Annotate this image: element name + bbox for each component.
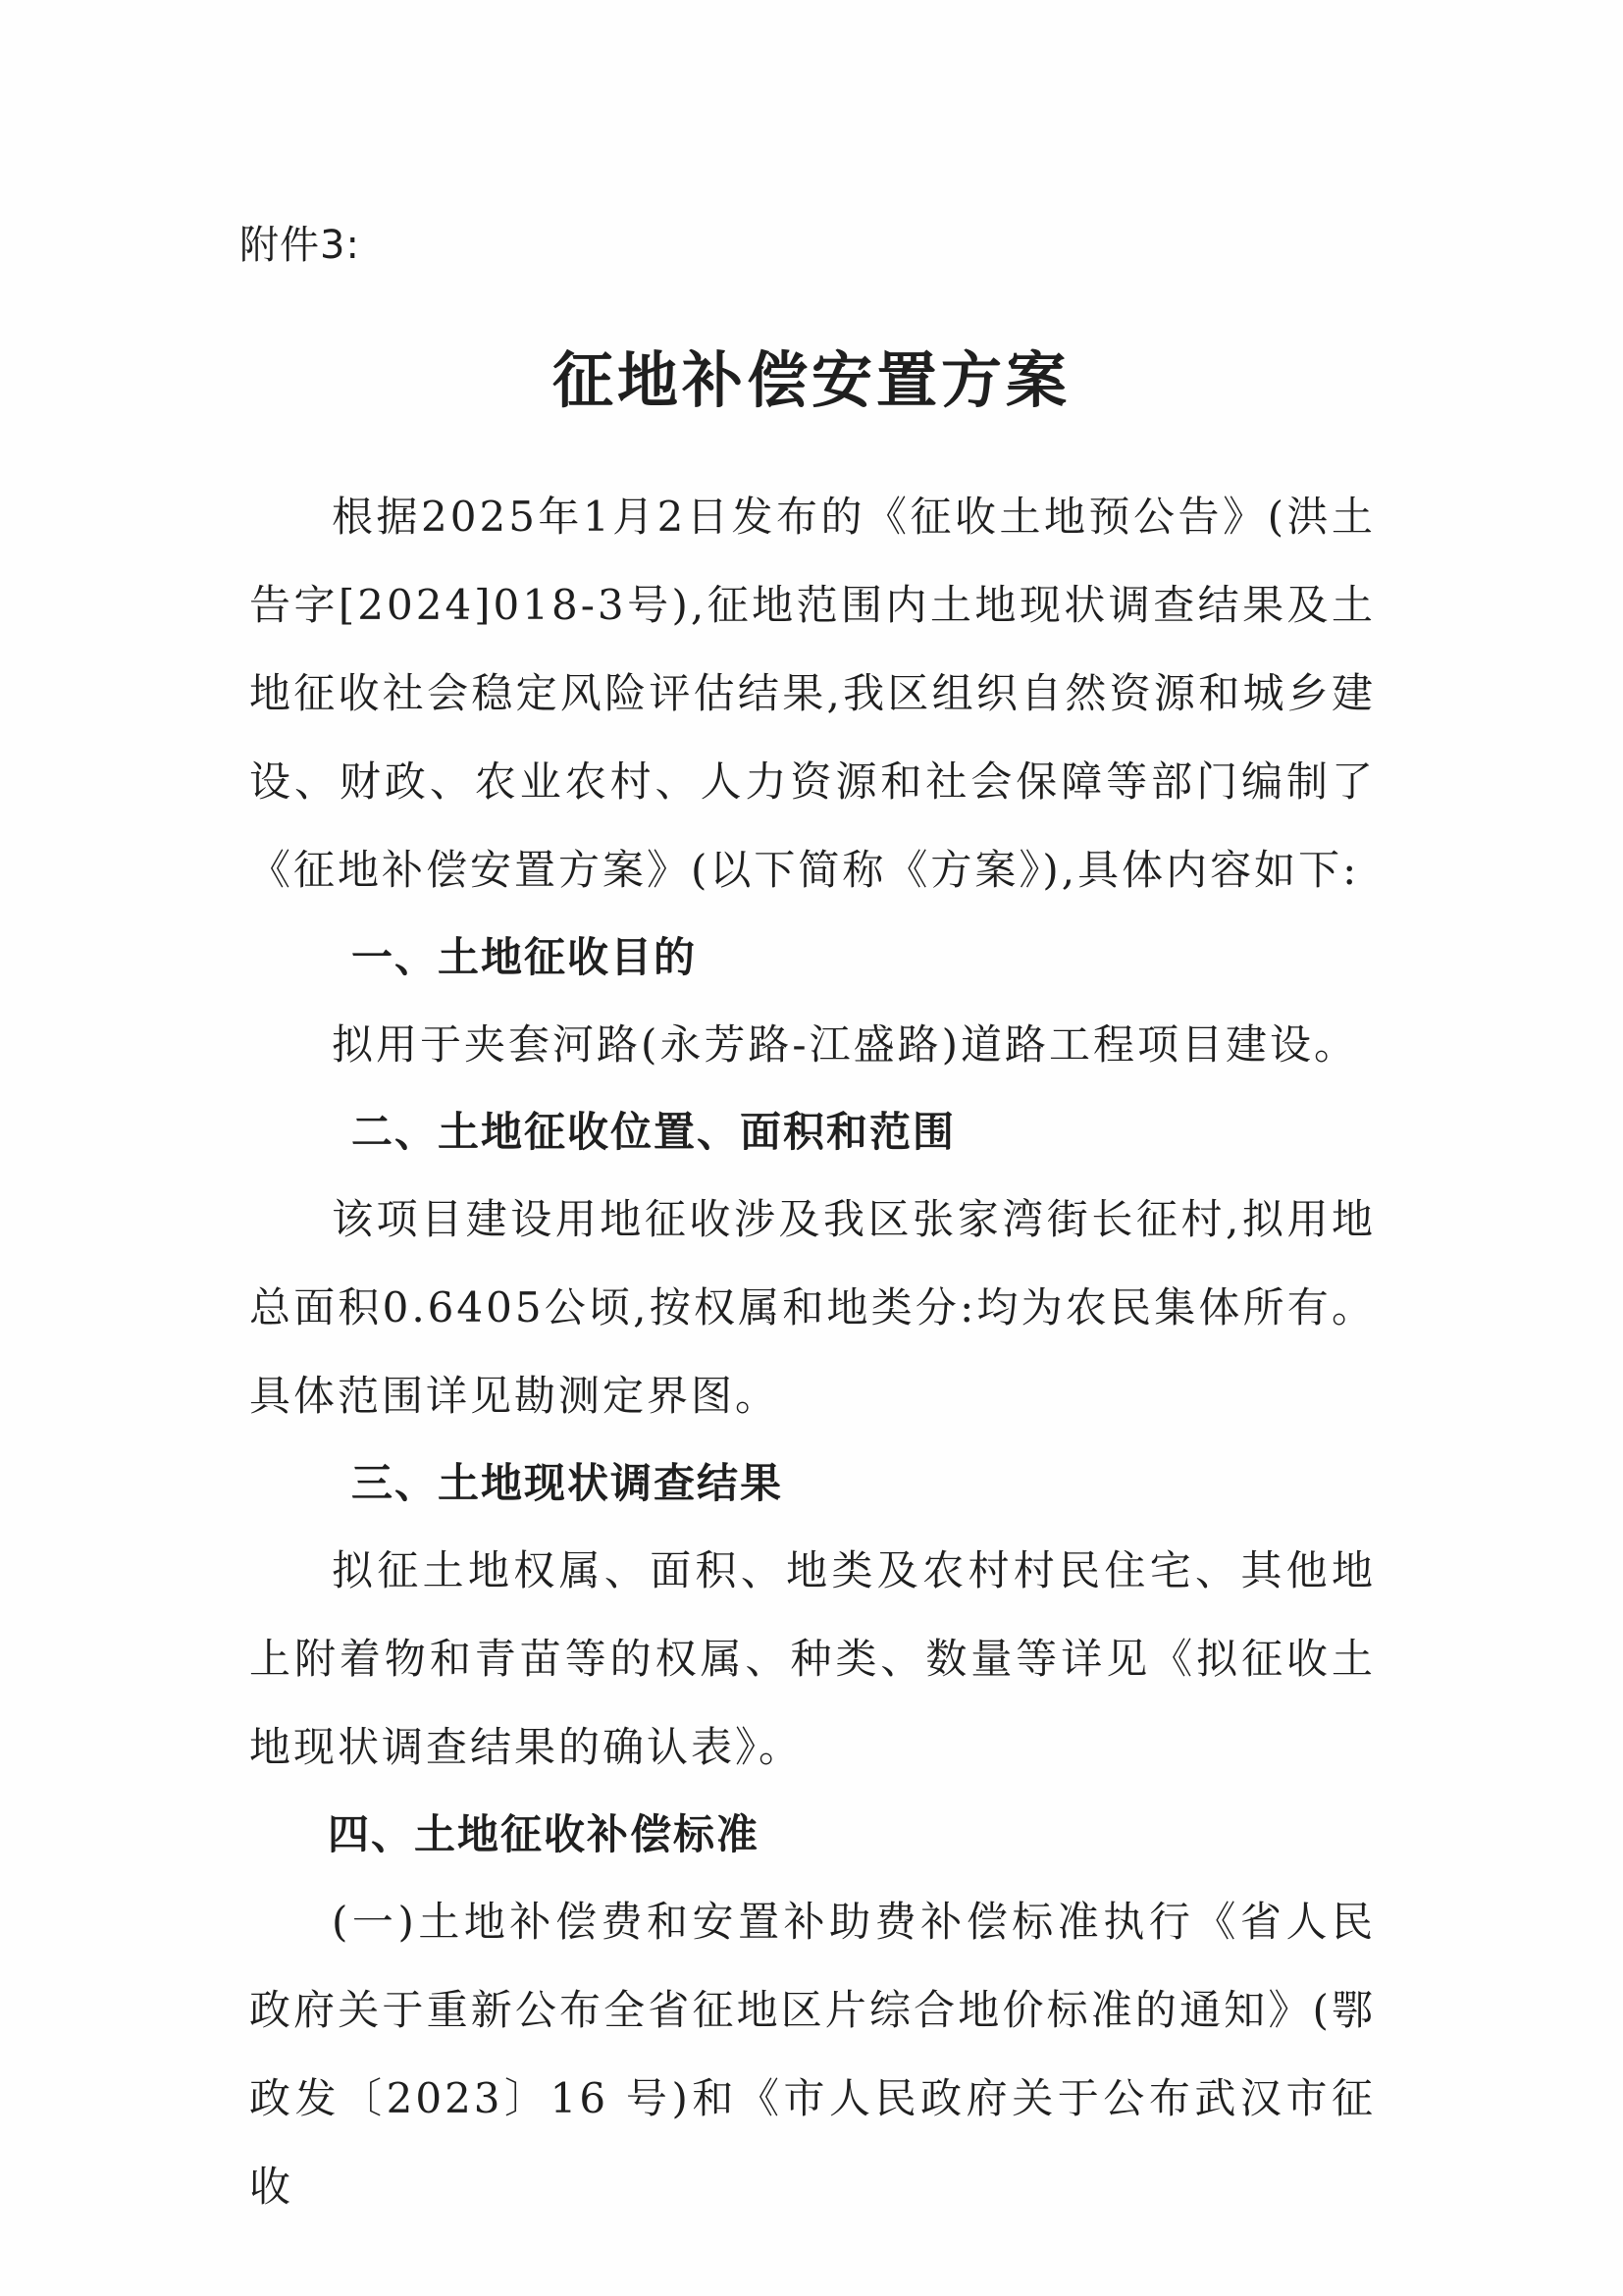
section-heading-survey: 三、土地现状调查结果 [351,1459,784,1507]
section-heading-purpose: 一、土地征收目的 [351,933,698,981]
section-heading-location: 二、土地征收位置、面积和范围 [351,1108,957,1156]
section-paragraph-survey: 拟征土地权属、面积、地类及农村村民住宅、其他地上附着物和青苗等的权属、种类、数量等详见《拟征收土地现状调查结果的确认表》。 [249,1546,1376,1771]
section-heading-standards: 四、土地征收补偿标准 [328,1810,760,1858]
document-body [249,473,1376,2231]
section-paragraph-standards: (一)土地补偿费和安置补助费补偿标准执行《省人民政府关于重新公布全省征地区片综合地价标准的通知》(鄂政发〔2023〕16 号)和《市人民政府关于公布武汉市征收 [249,1898,1376,2211]
section-paragraph-location: 该项目建设用地征收涉及我区张家湾街长征村,拟用地总面积0.6405公顷,按权属和地类分:均为农民集体所有。具体范围详见勘测定界图。 [249,1195,1376,1420]
section-paragraph-purpose: 拟用于夹套河路(永芳路-江盛路)道路工程项目建设。 [332,1020,1358,1069]
document-title: 征地补偿安置方案 [551,344,1071,416]
attachment-label: 附件3: [239,223,360,268]
intro-paragraph: 根据2025年1月2日发布的《征收土地预公告》(洪土告字[2024]018-3号),征地范围内土地现状调查结果及土地征收社会稳定风险评估结果,我区组织自然资源和城乡建设、财政、农业农村、人力资源和社会保障等部门编制了《征地补偿安置方案》(以下简称《方案》),具体内容如下: [249,493,1376,894]
